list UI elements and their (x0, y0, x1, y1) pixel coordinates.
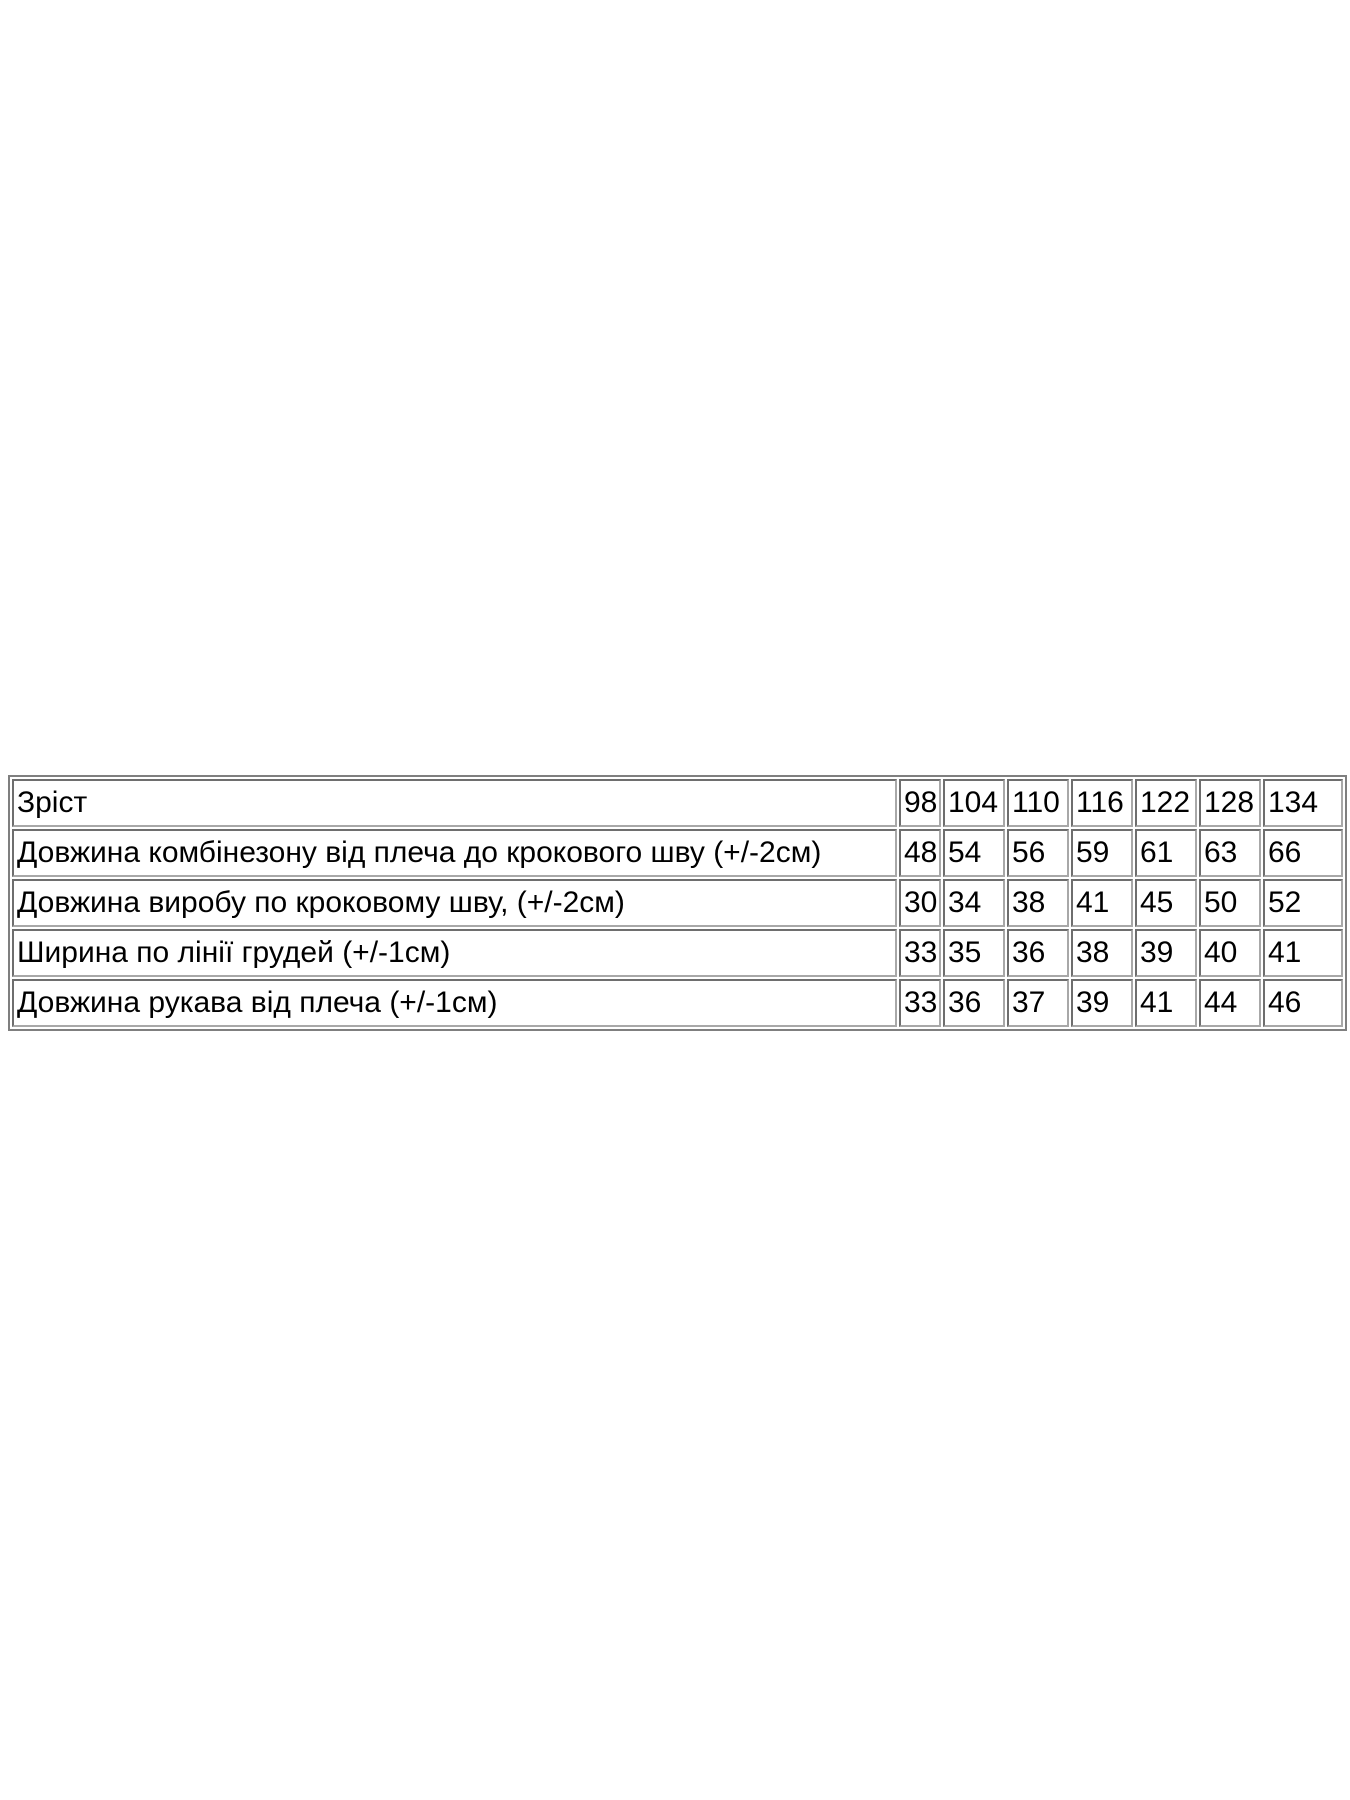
value-cell: 59 (1071, 829, 1133, 877)
value-cell: 63 (1199, 829, 1261, 877)
value-cell: 61 (1135, 829, 1197, 877)
row-label-cell: Довжина комбінезону від плеча до крокового шву (+/-2см) (12, 829, 897, 877)
value-cell: 134 (1263, 779, 1343, 827)
value-cell: 37 (1007, 979, 1069, 1027)
value-cell: 98 (899, 779, 941, 827)
value-cell: 41 (1263, 929, 1343, 977)
row-label-cell: Зріст (12, 779, 897, 827)
value-cell: 38 (1071, 929, 1133, 977)
value-cell: 52 (1263, 879, 1343, 927)
value-cell: 104 (943, 779, 1005, 827)
value-cell: 35 (943, 929, 1005, 977)
table-row-chest-width (12, 929, 1343, 977)
value-cell: 45 (1135, 879, 1197, 927)
value-cell: 33 (899, 929, 941, 977)
size-chart-container (8, 775, 1347, 1031)
value-cell: 34 (943, 879, 1005, 927)
value-cell: 41 (1071, 879, 1133, 927)
value-cell: 36 (943, 979, 1005, 1027)
value-cell: 30 (899, 879, 941, 927)
value-cell: 50 (1199, 879, 1261, 927)
value-cell: 40 (1199, 929, 1261, 977)
value-cell: 128 (1199, 779, 1261, 827)
value-cell: 38 (1007, 879, 1069, 927)
value-cell: 41 (1135, 979, 1197, 1027)
size-chart-table (8, 775, 1347, 1031)
table-row-overall-length (12, 829, 1343, 877)
value-cell: 33 (899, 979, 941, 1027)
table-row-inseam-length (12, 879, 1343, 927)
table-row-height (12, 779, 1343, 827)
value-cell: 39 (1135, 929, 1197, 977)
value-cell: 44 (1199, 979, 1261, 1027)
value-cell: 122 (1135, 779, 1197, 827)
value-cell: 54 (943, 829, 1005, 877)
value-cell: 116 (1071, 779, 1133, 827)
table-row-sleeve-length (12, 979, 1343, 1027)
row-label-cell: Довжина виробу по кроковому шву, (+/-2см) (12, 879, 897, 927)
row-label-cell: Ширина по лінії грудей (+/-1см) (12, 929, 897, 977)
value-cell: 39 (1071, 979, 1133, 1027)
row-label-cell: Довжина рукава від плеча (+/-1см) (12, 979, 897, 1027)
value-cell: 56 (1007, 829, 1069, 877)
value-cell: 46 (1263, 979, 1343, 1027)
value-cell: 36 (1007, 929, 1069, 977)
value-cell: 110 (1007, 779, 1069, 827)
value-cell: 66 (1263, 829, 1343, 877)
value-cell: 48 (899, 829, 941, 877)
